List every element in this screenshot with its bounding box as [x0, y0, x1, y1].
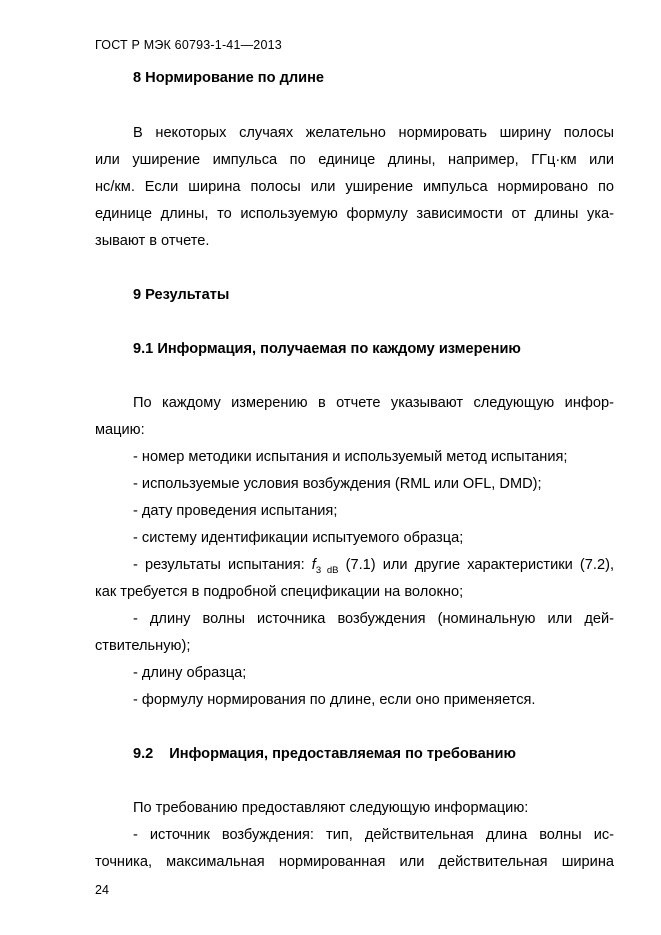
- results-item: [133, 557, 614, 576]
- s92-line-1: - источник возбуждения: тип, действительная длина волны ис-: [133, 827, 614, 843]
- s91-intro-line-1: По каждому измерению в отчете указывают следующую инфор-: [133, 395, 614, 411]
- results-suffix: (7.1) или другие характеристики (7.2),: [338, 557, 614, 573]
- wavelength-item-line-1: - длину волны источника возбуждения (номинальную или дей-: [133, 611, 614, 627]
- results-continuation: как требуется в подробной спецификации на волокно;: [95, 584, 464, 600]
- list-item: - систему идентификации испытуемого образца;: [133, 530, 464, 546]
- s8-line-5: зывают в отчете.: [95, 233, 210, 249]
- heading-section-9: 9 Результаты: [133, 287, 230, 303]
- s8-line-1: В некоторых случаях желательно нормировать ширину полосы: [133, 125, 614, 141]
- list-item: - номер методики испытания и используемый метод испытания;: [133, 449, 568, 465]
- heading-9-2-number: 9.2: [133, 746, 154, 762]
- s92-line-2: точника, максимальная нормированная или действительная ширина: [95, 854, 614, 870]
- list-item: - длину образца;: [133, 665, 247, 681]
- document-header: ГОСТ Р МЭК 60793-1-41—2013: [95, 38, 282, 52]
- wavelength-item-line-2: ствительную);: [95, 638, 191, 654]
- list-item: - формулу нормирования по длине, если оно применяется.: [133, 692, 536, 708]
- s91-intro-line-2: мацию:: [95, 422, 145, 438]
- s8-line-4: единице длины, то используемую формулу зависимости от длины ука-: [95, 206, 614, 222]
- list-item: - используемые условия возбуждения (RML или OFL, DMD);: [133, 476, 542, 492]
- heading-section-9-2: [133, 746, 516, 762]
- results-prefix: - результаты испытания:: [133, 557, 312, 573]
- heading-section-8: 8 Нормирование по длине: [133, 70, 325, 86]
- heading-section-9-1: 9.1 Информация, получаемая по каждому измерению: [133, 341, 521, 357]
- page-number: 24: [95, 883, 109, 897]
- s92-intro: По требованию предоставляют следующую информацию:: [133, 800, 529, 816]
- formula-subscript: 3 dB: [315, 565, 339, 576]
- formula-f: f: [311, 557, 316, 573]
- s8-line-2: или уширение импульса по единице длины, например, ГГц·км или: [95, 152, 614, 168]
- s8-line-3: нс/км. Если ширина полосы или уширение импульса нормировано по: [95, 179, 614, 195]
- heading-9-2-title: Информация, предоставляемая по требованию: [169, 746, 516, 762]
- list-item: - дату проведения испытания;: [133, 503, 338, 519]
